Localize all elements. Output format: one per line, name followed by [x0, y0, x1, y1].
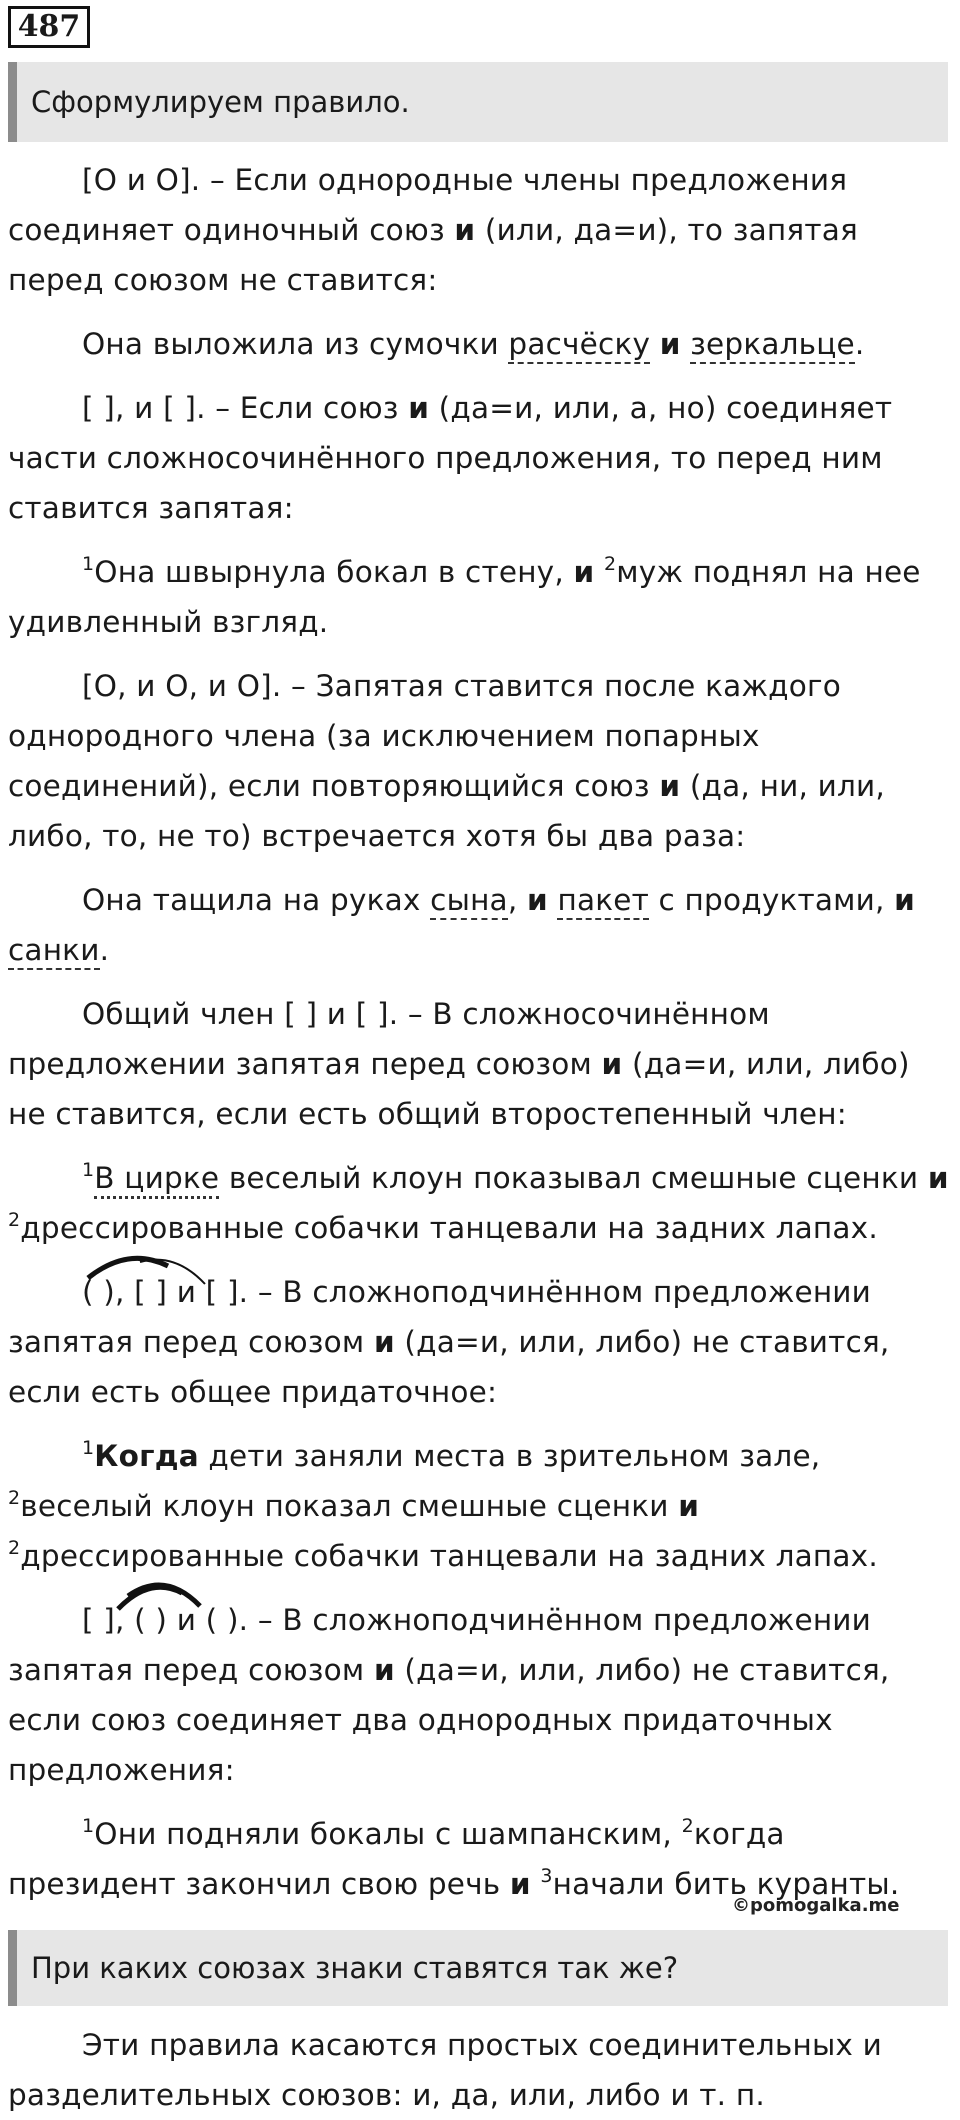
example-sentence: $^1$Она швырнула бокал в стену, и $^2$муж поднял на нее удивленный взгляд. — [8, 553, 921, 639]
clause-number: 2 — [681, 1815, 694, 1837]
keyword: Когда — [94, 1439, 199, 1473]
conjunction: и — [601, 1047, 623, 1081]
conjunction: и — [408, 391, 430, 425]
rule-text: – В сложноподчинённом предложении запятая перед союзом — [8, 1603, 872, 1687]
answer-text: Эти правила касаются простых соединительных и разделительных союзов: и, да, или, либо и т. п. — [8, 2028, 883, 2112]
conjunction: и — [894, 883, 916, 917]
underlined-word: сына — [430, 883, 508, 920]
rule-common-subordinate — [8, 1267, 953, 1417]
scheme: [ ], и [ ]. — [82, 391, 206, 425]
rule-text: (да=и, или, либо) не ставится, если есть общий второстепенный член: — [8, 1047, 910, 1131]
underlined-word: санки — [8, 933, 100, 970]
scheme: ( ), [ ] и [ ]. — [82, 1275, 249, 1309]
clause-number: 1 — [82, 1815, 95, 1837]
example-sentence: $^1$Они подняли бокалы с шампанским, $^2$когда президент закончил свою речь и $^3$начали бить куранты. — [8, 1815, 900, 1901]
clause-number: 2 — [8, 1487, 21, 1509]
rule-text: (да, ни, или, либо, то, не то) встречается хотя бы два раза: — [8, 769, 885, 853]
rule-homogeneous-subordinates — [8, 1595, 953, 1795]
example-sentence: Она тащила на руках сына, и пакет с продуктами, и санки. — [8, 875, 953, 975]
rule-text: (да=и, или, либо) не ставится, если есть общее придаточное: — [8, 1325, 890, 1409]
section-header-text: При каких союзах знаки ставятся так же? — [31, 1951, 679, 1985]
conjunction: и — [927, 1161, 949, 1195]
underlined-phrase: В цирке — [94, 1161, 219, 1199]
rule-homogeneous-single — [8, 155, 953, 305]
conjunction: и — [678, 1489, 700, 1523]
scheme: [ ], ( ) и ( ). — [82, 1603, 249, 1637]
watermark: ©pomogalka.me — [732, 1895, 900, 1916]
rule-repeated-conjunction — [8, 661, 953, 861]
scheme: [О и О]. — [82, 163, 201, 197]
conjunction: и — [373, 1653, 395, 1687]
conjunction: и — [454, 213, 476, 247]
clause-number: 2 — [8, 1209, 21, 1231]
clause-number: 2 — [603, 553, 617, 575]
answer-body — [8, 2020, 953, 2120]
example-text: Она выложила из сумочки — [82, 327, 509, 361]
rule-text: (да=и, или, либо) не ставится, если союз соединяет два однородных придаточных предложения: — [8, 1653, 890, 1787]
clause-number: 1 — [82, 1159, 95, 1181]
scheme: [О, и О, и О]. — [82, 669, 282, 703]
scheme: Общий член [ ] и [ ]. — [82, 997, 399, 1031]
rule-text: – Если союз — [205, 391, 409, 425]
clause-number: 1 — [82, 1437, 95, 1459]
clause-number: 2 — [8, 1537, 21, 1559]
conjunction: и — [509, 1867, 531, 1901]
rule-text: – Запятая ставится после каждого однородного члена (за исключением попарных соединений), если повторяющийся союз — [8, 669, 841, 803]
underlined-word: пакет — [557, 883, 649, 920]
example-sentence: Она выложила из сумочки расчёску и зеркальце. — [8, 319, 953, 369]
conjunction: и — [527, 883, 548, 917]
section-header-rule — [8, 62, 948, 142]
conjunction: и — [659, 769, 681, 803]
rule-common-member — [8, 989, 953, 1139]
rule-text: – Если однородные члены предложения соединяет одиночный союз — [8, 163, 848, 247]
rule-text: (да=и, или, а, но) соединяет части сложносочинённого предложения, то перед ним ставится запятая: — [8, 391, 893, 525]
underlined-word: зеркальце — [690, 327, 855, 364]
conjunction: и — [573, 555, 595, 589]
clause-number: 3 — [540, 1865, 553, 1887]
conjunction: и — [659, 327, 681, 361]
rule-text: – В сложноподчинённом предложении запятая перед союзом — [8, 1275, 872, 1359]
underlined-word: расчёску — [508, 327, 650, 364]
example-sentence: $^1$Когда дети заняли места в зрительном зале, $^2$веселый клоун показал смешные сценки и $^2$дрессированные собачки танцевали на задних лапах. — [8, 1437, 878, 1573]
rule-text: – В сложносочинённом предложении запятая перед союзом — [8, 997, 770, 1081]
section-header-text: Сформулируем правило. — [31, 85, 410, 119]
rules-body — [8, 155, 953, 1909]
rule-compound-sentence — [8, 383, 953, 533]
conjunction: и — [373, 1325, 395, 1359]
exercise-number: 487 — [8, 6, 90, 48]
section-header-question — [8, 1930, 948, 2006]
example-sentence: $^1$В цирке веселый клоун показывал смешные сценки и $^2$дрессированные собачки танцевали на задних лапах. — [8, 1159, 949, 1245]
rule-text: (или, да=и), то запятая перед союзом не ставится: — [8, 213, 858, 297]
clause-number: 1 — [82, 553, 95, 575]
